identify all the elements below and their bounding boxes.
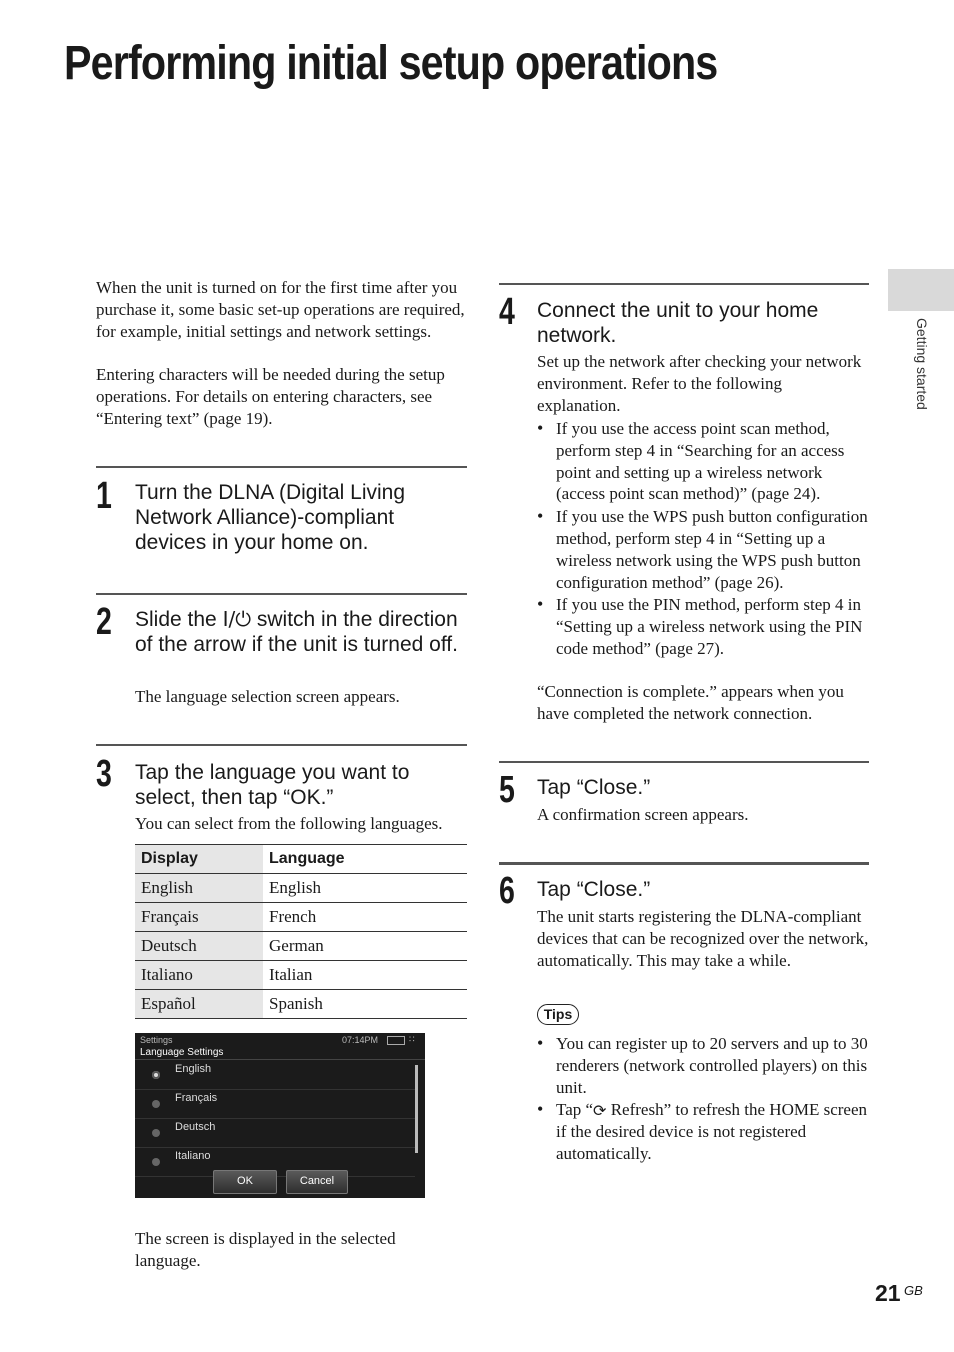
ok-button[interactable]: OK [213, 1170, 277, 1194]
table-row [135, 903, 467, 932]
step-divider [96, 466, 467, 468]
table-row [135, 932, 467, 961]
table-cell: Español [135, 990, 263, 1019]
step-4-heading: Connect the unit to your home network. [537, 299, 819, 347]
step-5-heading: Tap “Close.” [537, 776, 651, 799]
page-title: Performing initial setup operations [64, 37, 718, 90]
step-divider [96, 593, 467, 595]
step-number: 6 [499, 870, 515, 912]
tip-text-b: Refresh” to refresh the HOME screen if the desired device is not registered automatically. [556, 1100, 868, 1163]
page-number: 21 [875, 1280, 901, 1306]
language-option[interactable] [135, 1089, 415, 1119]
language-option-label: Italiano [175, 1150, 211, 1162]
radio-icon [152, 1071, 160, 1079]
screen-title: Settings [140, 1035, 173, 1045]
scrollbar[interactable] [415, 1065, 418, 1153]
step-4-body: Set up the network after checking your network environment. Refer to the following explanation. [537, 352, 862, 415]
language-settings-screenshot [135, 1033, 425, 1198]
step-6-body: The unit starts registering the DLNA-compliant devices that can be recognized over the network, automatically. This may take a while. [537, 907, 869, 970]
tip-text-a: Tap “ [556, 1100, 594, 1120]
table-header-row [135, 845, 467, 874]
table-row [135, 874, 467, 903]
step-2-heading-a: Slide the [135, 608, 223, 631]
language-table [135, 844, 467, 1019]
table-row [135, 990, 467, 1019]
step-number: 3 [96, 753, 112, 795]
tips-list [537, 1033, 869, 1166]
table-cell: French [263, 903, 467, 932]
section-label: Getting started [914, 318, 930, 410]
step-number: 1 [96, 475, 112, 517]
language-option-label: Deutsch [175, 1121, 216, 1133]
table-cell: English [135, 874, 263, 903]
screen-time: 07:14PM [342, 1035, 379, 1045]
step-divider [499, 862, 869, 865]
step-divider [499, 761, 869, 763]
step-2-body: The language selection screen appears. [135, 687, 400, 706]
step-3-heading: Tap the language you want to select, then tap “OK.” [135, 761, 410, 809]
step-divider [96, 744, 467, 746]
step-number: 5 [499, 769, 515, 811]
wifi-icon: ∷ [409, 1034, 415, 1044]
step-1-heading: Turn the DLNA (Digital Living Network Alliance)-compliant devices in your home on. [135, 481, 406, 554]
column-header: Language [263, 845, 467, 874]
section-tab [888, 269, 954, 311]
step-divider [499, 283, 869, 285]
power-switch-icon: I/⏻ [222, 607, 252, 631]
table-cell: Italiano [135, 961, 263, 990]
list-item: • If you use the access point scan method, perform step 4 in “Searching for an access point and setting up a wireless network (access point scan method)” (page 24). [537, 418, 869, 505]
radio-icon [152, 1158, 160, 1166]
step-6-heading: Tap “Close.” [537, 878, 651, 901]
radio-icon [152, 1129, 160, 1137]
screen-subtitle: Language Settings [140, 1047, 224, 1058]
list-item [537, 1099, 869, 1164]
list-item: • You can register up to 20 servers and up to 30 renderers (network controlled players) on this unit. [537, 1033, 869, 1098]
table-row [135, 961, 467, 990]
list-item: • If you use the WPS push button configuration method, perform step 4 in “Setting up a wireless network using the WPS push button configuration method” (page 26). [537, 506, 869, 593]
battery-icon [387, 1036, 405, 1045]
column-header: Display [135, 845, 263, 874]
step-5-body: A confirmation screen appears. [537, 805, 749, 824]
step-4-bullet-list [537, 418, 869, 661]
table-cell: English [263, 874, 467, 903]
step-2-heading-b: switch in the direction of the arrow if the unit is turned off. [135, 608, 458, 656]
intro-paragraph: When the unit is turned on for the first time after you purchase it, some basic set-up operations are required, for example, initial settings and network settings. [96, 278, 465, 341]
language-option[interactable] [135, 1118, 415, 1148]
table-cell: Spanish [263, 990, 467, 1019]
table-cell: Italian [263, 961, 467, 990]
radio-icon [152, 1100, 160, 1108]
step-4-after: “Connection is complete.” appears when you have completed the network connection. [537, 682, 844, 723]
refresh-icon: ⟳ [593, 1101, 607, 1121]
table-cell: Deutsch [135, 932, 263, 961]
step-3-after: The screen is displayed in the selected language. [135, 1229, 396, 1270]
language-option-label: English [175, 1063, 212, 1075]
step-number: 4 [499, 291, 515, 333]
intro-paragraph-2: Entering characters will be needed during the setup operations. For details on entering characters, see “Entering text” (page 19). [96, 365, 445, 428]
page-suffix: GB [904, 1283, 923, 1298]
table-cell: Français [135, 903, 263, 932]
tips-badge: Tips [537, 1004, 579, 1025]
step-2-heading [135, 607, 465, 657]
step-3-body: You can select from the following languages. [135, 814, 443, 833]
language-option[interactable] [135, 1060, 415, 1090]
list-item: • If you use the PIN method, perform step 4 in “Setting up a wireless network using the PIN code method” (page 27). [537, 594, 869, 659]
table-cell: German [263, 932, 467, 961]
step-number: 2 [96, 601, 112, 643]
language-option-label: Français [175, 1092, 218, 1104]
cancel-button[interactable]: Cancel [286, 1170, 348, 1194]
